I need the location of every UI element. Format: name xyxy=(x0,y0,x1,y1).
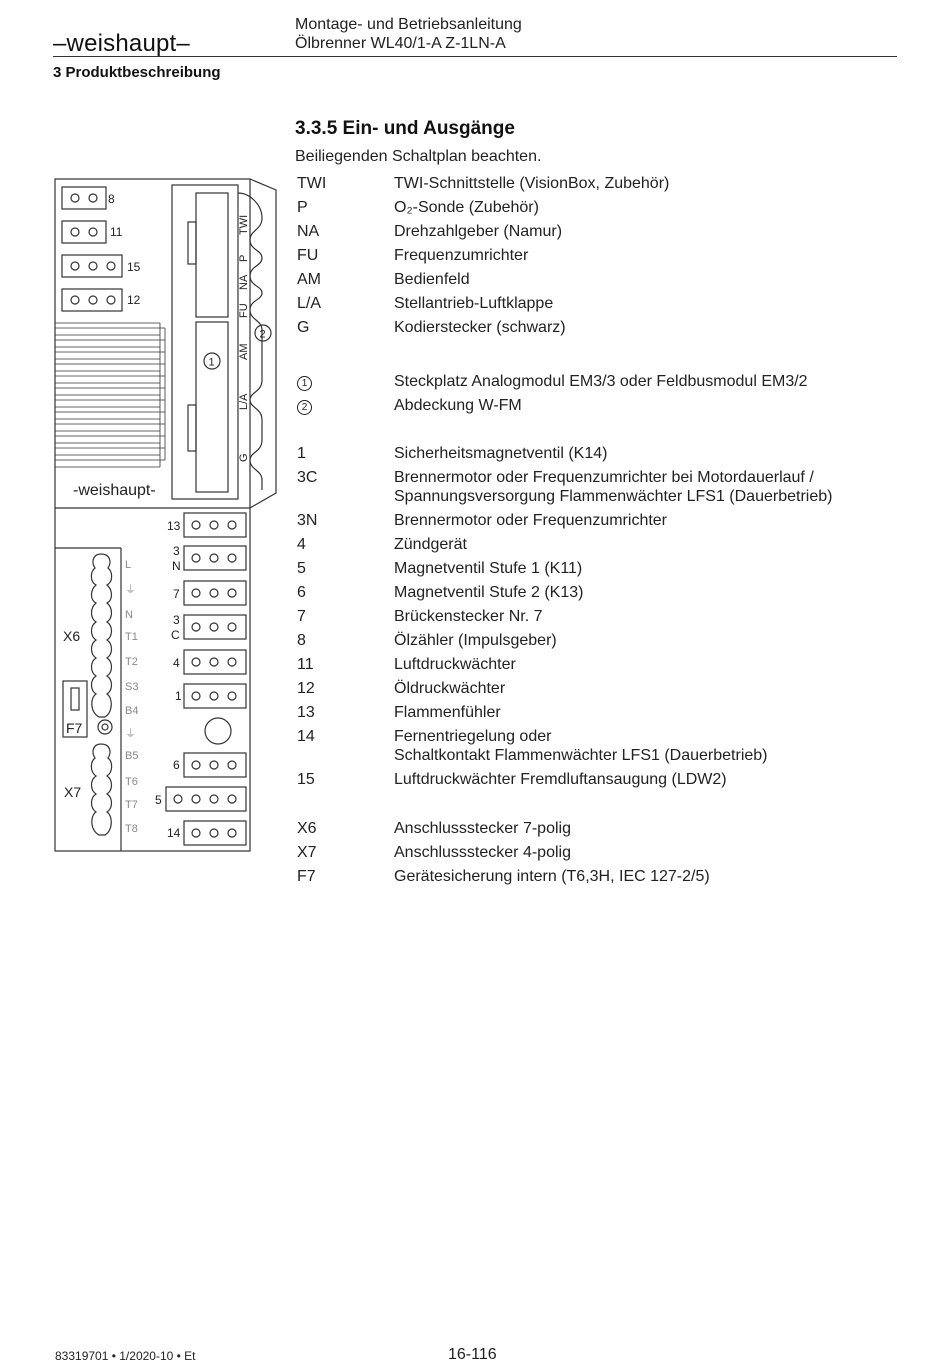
legend-key: P xyxy=(297,199,308,216)
legend-value: Abdeckung W-FM xyxy=(394,397,522,414)
top-connectors xyxy=(62,187,141,311)
terminal-label: 14 xyxy=(167,826,181,840)
x7-pin-labels xyxy=(125,727,138,835)
terminal-label: 5 xyxy=(155,793,162,807)
section-title: 3 Produktbeschreibung xyxy=(53,64,221,81)
pin-label: L xyxy=(125,559,132,571)
x6-label: X6 xyxy=(63,628,81,644)
legend-key: 11 xyxy=(297,656,314,673)
pin-label: T6 xyxy=(125,776,138,788)
control-unit-diagram xyxy=(0,0,300,870)
terminal-label-2: N xyxy=(172,559,181,573)
legend-row xyxy=(297,631,897,655)
legend-row xyxy=(297,607,897,631)
legend-key: F7 xyxy=(297,868,316,885)
legend-value: Luftdruckwächter Fremdluftansaugung (LDW2) xyxy=(394,771,727,788)
document-title-line-2: Ölbrenner WL40/1-A Z-1LN-A xyxy=(295,35,506,52)
legend-key xyxy=(297,372,394,396)
legend-value: Zündgerät xyxy=(394,536,467,553)
legend-row xyxy=(297,372,897,396)
side-label-fu: FU xyxy=(238,303,250,318)
side-label-g: G xyxy=(238,453,250,462)
legend-value xyxy=(394,468,897,511)
legend-row xyxy=(297,396,897,420)
legend-row xyxy=(297,318,897,342)
pin-label: T8 xyxy=(125,823,138,835)
terminal-13 xyxy=(184,513,246,537)
connector-label: 12 xyxy=(127,293,141,307)
legend-row xyxy=(297,559,897,583)
legend-value: Stellantrieb-Luftklappe xyxy=(394,295,554,312)
round-socket xyxy=(205,718,231,744)
legend-value: Drehzahlgeber (Namur) xyxy=(394,223,563,240)
terminal-6 xyxy=(184,753,246,777)
housing-outline xyxy=(55,179,250,851)
terminal-3n xyxy=(184,546,246,570)
terminal-label: 13 xyxy=(167,519,181,533)
legend-value: Sicherheitsmagnetventil (K14) xyxy=(394,445,608,462)
legend-value: Anschlussstecker 4-polig xyxy=(394,844,571,861)
legend-row xyxy=(297,727,897,770)
terminal-label: 7 xyxy=(173,587,180,601)
pin-label: B5 xyxy=(125,750,139,762)
legend-key: G xyxy=(297,319,310,336)
legend-key: NA xyxy=(297,223,320,240)
side-labels xyxy=(238,215,250,462)
terminal-label: 6 xyxy=(173,758,180,772)
document-number: 83319701 • 1/2020-10 • Et xyxy=(55,1349,196,1363)
terminal-label: 3 xyxy=(173,544,180,558)
callout-circle: 1 xyxy=(297,376,312,391)
fuse-label: F7 xyxy=(66,720,83,736)
legend-row xyxy=(297,679,897,703)
x6-pin-labels xyxy=(125,559,138,717)
pin-label: T1 xyxy=(125,631,138,643)
legend-row xyxy=(297,270,897,294)
cooling-fins xyxy=(55,323,165,467)
terminal-7 xyxy=(184,581,246,605)
diagram-brand: -weishaupt- xyxy=(73,482,156,499)
legend-key: 12 xyxy=(297,680,315,697)
legend-row xyxy=(297,468,897,511)
connector-11 xyxy=(62,221,106,243)
intro-text: Beiliegenden Schaltplan beachten. xyxy=(295,148,542,165)
pin-label: T7 xyxy=(125,799,138,811)
legend-value-line-2: Schaltkontakt Flammenwächter LFS1 (Dauerbetrieb) xyxy=(394,747,768,764)
callout-label: 2 xyxy=(259,328,266,341)
side-label-am: AM xyxy=(238,343,250,360)
legend-value: Brennermotor oder Frequenzumrichter xyxy=(394,512,668,529)
pin-label: T2 xyxy=(125,656,138,668)
legend-key xyxy=(297,396,394,420)
side-label-la: L/A xyxy=(238,393,250,410)
legend-value: Frequenzumrichter xyxy=(394,247,529,264)
weishaupt-logo: –weishaupt– xyxy=(53,30,190,57)
legend-key: 15 xyxy=(297,771,315,788)
legend-row xyxy=(297,703,897,727)
legend-key: 3N xyxy=(297,512,318,529)
legend-value: Magnetventil Stufe 2 (K13) xyxy=(394,584,584,601)
legend-row xyxy=(297,867,897,891)
connector-label: 8 xyxy=(108,192,115,206)
side-label-twi: TWI xyxy=(238,214,250,235)
legend-row xyxy=(297,819,897,843)
callout-label: 1 xyxy=(208,356,215,369)
pin-label: ⏚ xyxy=(125,728,136,740)
legend-row xyxy=(297,511,897,535)
fuse-f7 xyxy=(63,681,87,737)
terminal-label-2: C xyxy=(171,628,180,642)
terminal-4 xyxy=(184,650,246,674)
legend-key: L/A xyxy=(297,295,322,312)
legend-value: Öldruckwächter xyxy=(394,680,506,697)
pin-label: S3 xyxy=(125,681,139,693)
document-title-line-1: Montage- und Betriebsanleitung xyxy=(295,16,522,33)
legend-value: Luftdruckwächter xyxy=(394,656,516,673)
legend-key: 14 xyxy=(297,728,315,745)
terminal-label: 4 xyxy=(173,656,180,670)
legend-value-line-2: Spannungsversorgung Flammenwächter LFS1 (Dauerbetrieb) xyxy=(394,488,833,505)
legend-row xyxy=(297,583,897,607)
legend-value: TWI-Schnittstelle (VisionBox, Zubehör) xyxy=(394,175,670,192)
terminal-14 xyxy=(184,821,246,845)
legend-key: AM xyxy=(297,271,321,288)
legend-key: X6 xyxy=(297,820,317,837)
legend-value xyxy=(394,727,897,770)
legend-row xyxy=(297,770,897,794)
legend-row xyxy=(297,174,897,198)
legend-value: Kodierstecker (schwarz) xyxy=(394,319,566,336)
legend-row xyxy=(297,843,897,867)
pin-label: ⏚ xyxy=(125,584,136,596)
pin-label: N xyxy=(125,609,133,621)
connector-8 xyxy=(62,187,106,209)
legend-group-terminals xyxy=(297,444,897,794)
legend-key: 5 xyxy=(297,560,306,577)
terminal-blocks xyxy=(155,513,246,845)
connector-label: 15 xyxy=(127,260,141,274)
legend-key: 1 xyxy=(297,445,306,462)
pin-label: B4 xyxy=(125,705,139,717)
legend-row xyxy=(297,655,897,679)
document-title xyxy=(295,15,522,53)
legend-value-line-1: Fernentriegelung oder xyxy=(394,728,552,745)
page-number: 16-116 xyxy=(448,1346,497,1363)
module-slot xyxy=(172,185,238,499)
legend-row xyxy=(297,198,897,222)
legend-value: Brückenstecker Nr. 7 xyxy=(394,608,543,625)
terminal-3c xyxy=(184,615,246,639)
legend xyxy=(297,174,897,891)
legend-group-interfaces xyxy=(297,174,897,342)
legend-group-callouts xyxy=(297,372,897,420)
x7-label: X7 xyxy=(64,784,82,800)
legend-value: Anschlussstecker 7-polig xyxy=(394,820,571,837)
side-label-na: NA xyxy=(238,274,250,290)
legend-value: Gerätesicherung intern (T6,3H, IEC 127-2/5) xyxy=(394,868,710,885)
page-heading: 3.3.5 Ein- und Ausgänge xyxy=(295,118,515,139)
terminal-1 xyxy=(184,684,246,708)
connector-label: 11 xyxy=(110,225,123,239)
legend-key: 4 xyxy=(297,536,306,553)
side-label-p: P xyxy=(238,254,250,262)
legend-row xyxy=(297,294,897,318)
legend-value: Flammenfühler xyxy=(394,704,501,721)
legend-key: 7 xyxy=(297,608,306,625)
legend-value: Ölzähler (Impulsgeber) xyxy=(394,632,557,649)
legend-row xyxy=(297,222,897,246)
legend-key: TWI xyxy=(297,175,327,192)
terminal-label: 1 xyxy=(175,689,182,703)
legend-row xyxy=(297,535,897,559)
legend-group-plugs xyxy=(297,819,897,891)
legend-key: X7 xyxy=(297,844,317,861)
terminal-5 xyxy=(166,787,246,811)
legend-key: FU xyxy=(297,247,319,264)
legend-key: 8 xyxy=(297,632,306,649)
legend-value: Magnetventil Stufe 1 (K11) xyxy=(394,560,583,577)
legend-value: Bedienfeld xyxy=(394,271,470,288)
legend-value: O₂-Sonde (Zubehör) xyxy=(394,199,539,216)
legend-key: 6 xyxy=(297,584,306,601)
legend-row xyxy=(297,444,897,468)
legend-row xyxy=(297,246,897,270)
legend-key: 3C xyxy=(297,469,318,486)
callout-circle: 2 xyxy=(297,400,312,415)
legend-value-line-1: Brennermotor oder Frequenzumrichter bei Motordauerlauf / xyxy=(394,469,814,486)
legend-value: Steckplatz Analogmodul EM3/3 oder Feldbusmodul EM3/2 xyxy=(394,373,808,390)
legend-key: 13 xyxy=(297,704,315,721)
terminal-label: 3 xyxy=(173,613,180,627)
